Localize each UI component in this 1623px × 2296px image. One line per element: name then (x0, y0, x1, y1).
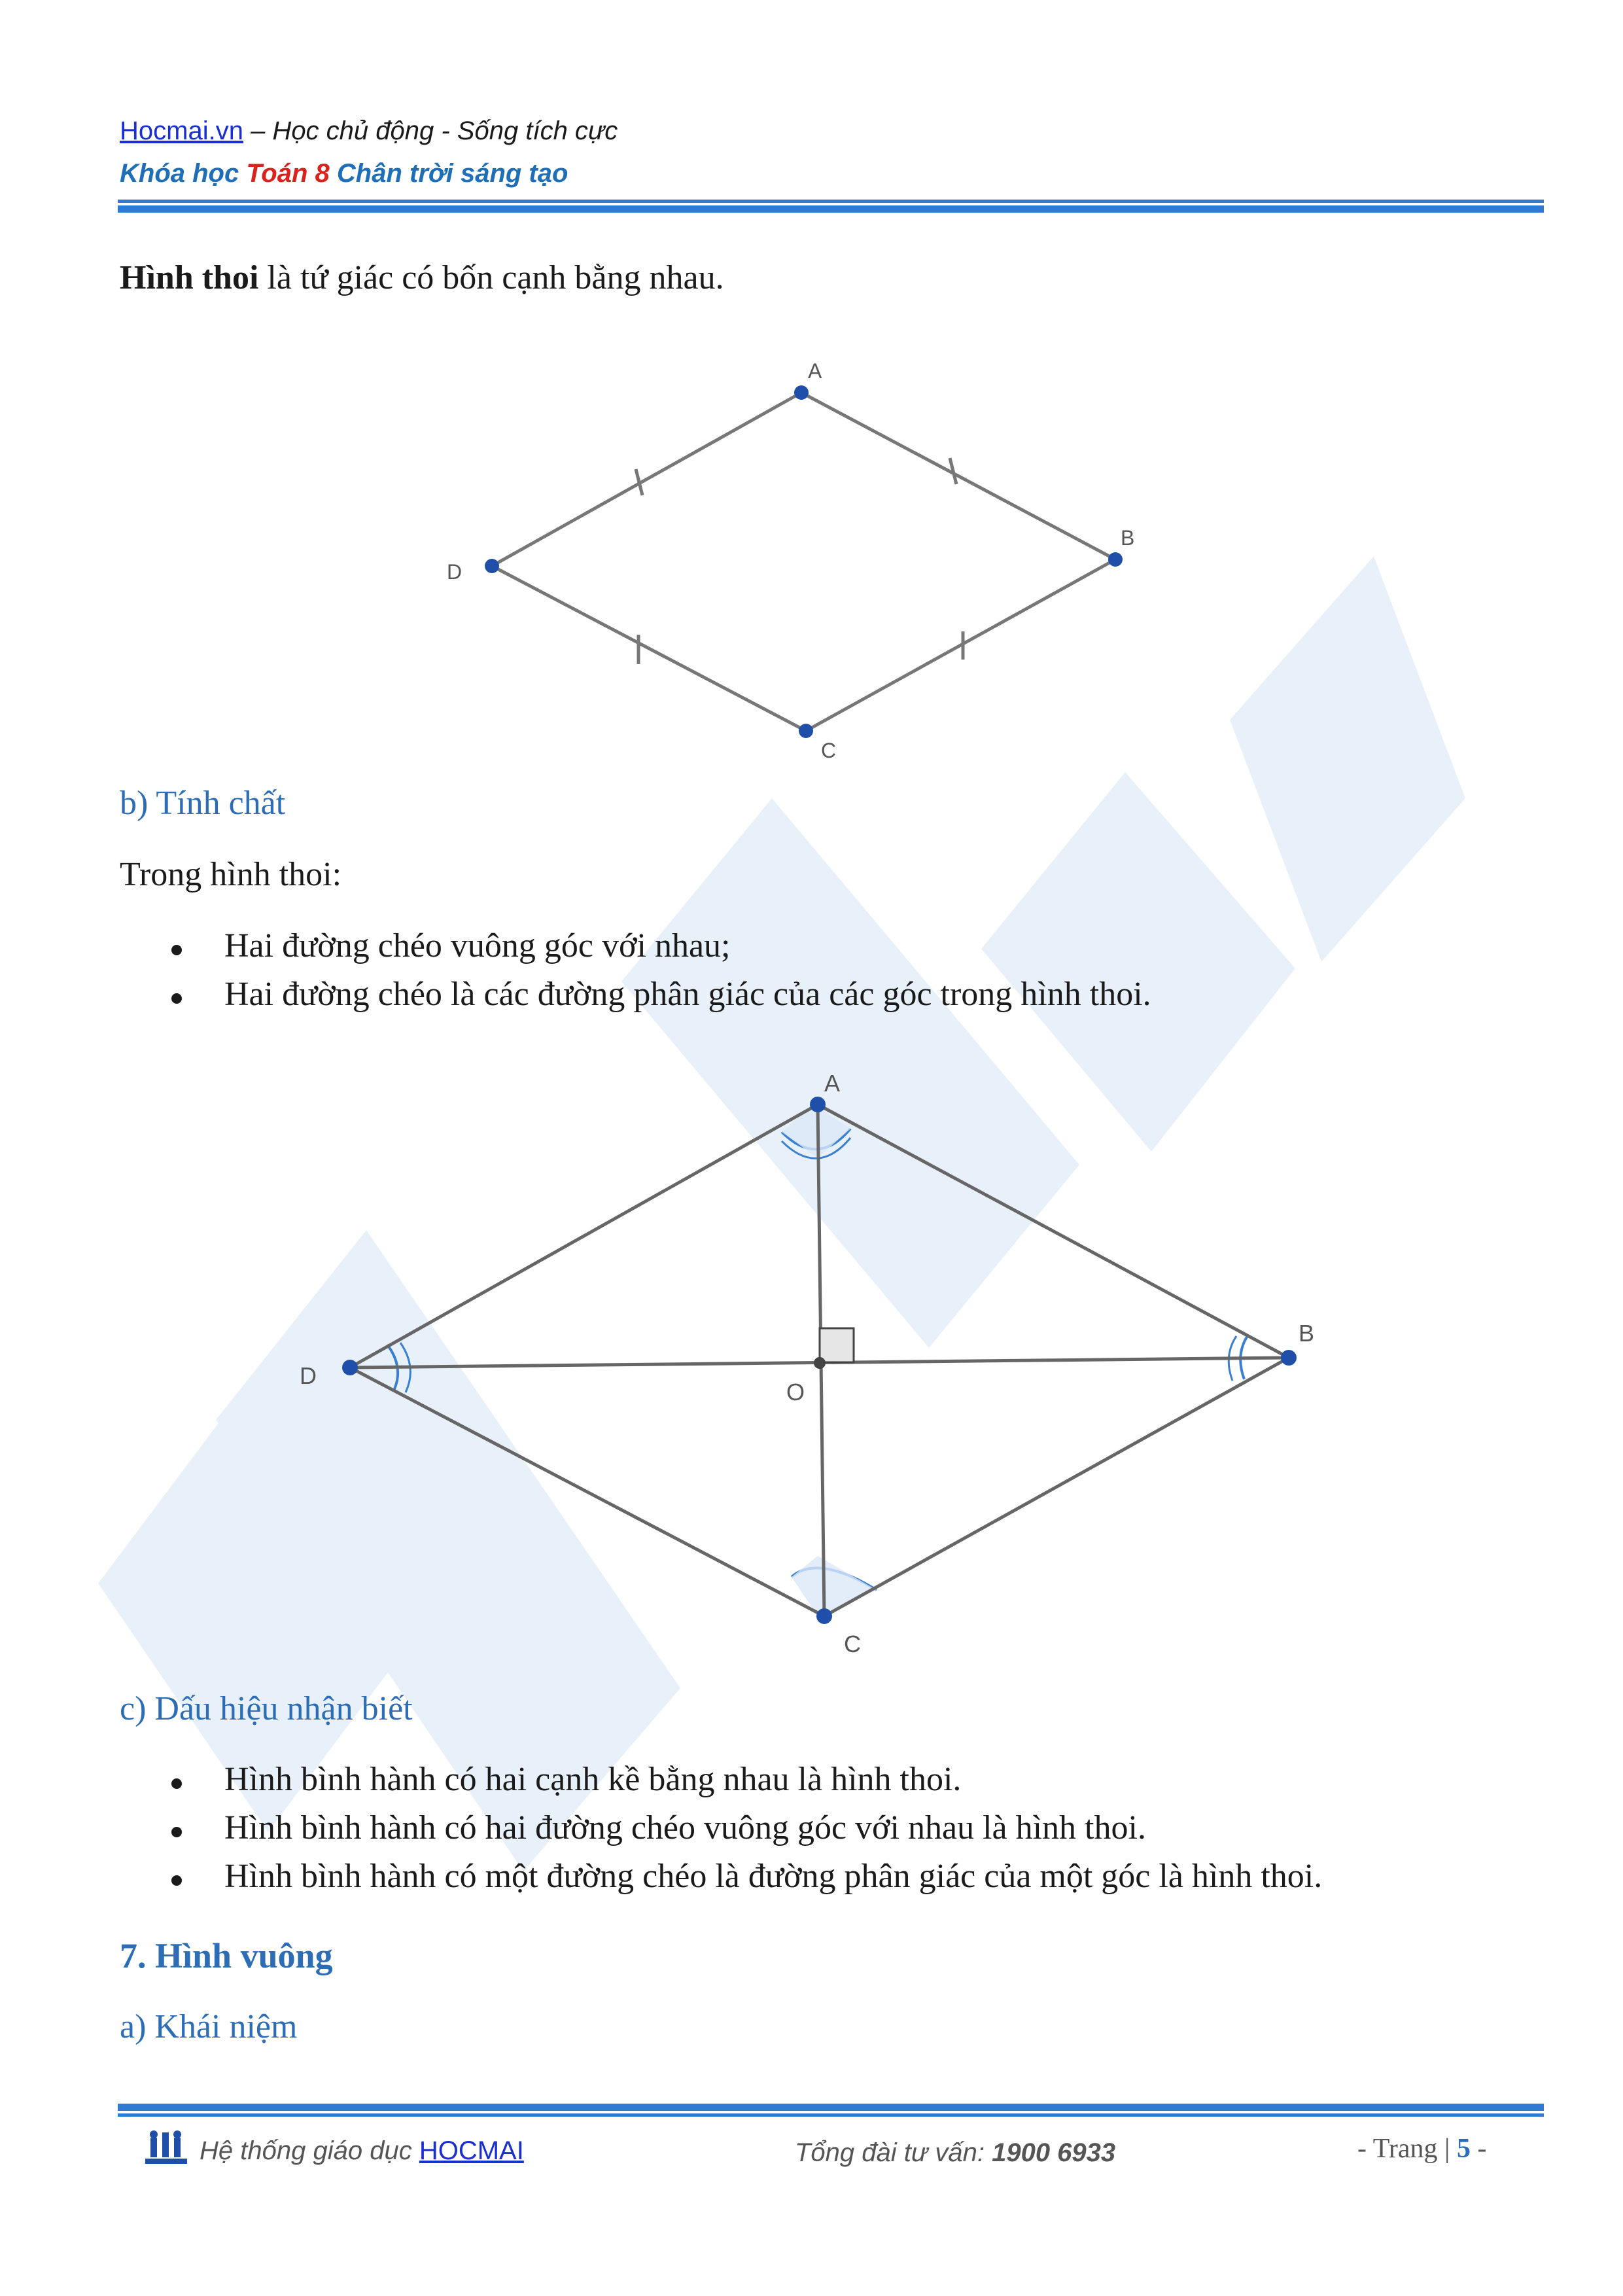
point-d (342, 1360, 358, 1375)
bullet-dot (171, 1778, 182, 1789)
site-link[interactable]: Hocmai.vn (120, 116, 243, 145)
property-item: Hai đường chéo vuông góc với nhau; (224, 927, 731, 964)
course-suffix: Chân trời sáng tạo (329, 159, 568, 188)
course-subject: Toán 8 (246, 159, 330, 188)
label-o: O (786, 1379, 805, 1405)
hotline-label: Tổng đài tư vấn: (795, 2138, 992, 2167)
page-number-value: 5 (1456, 2134, 1471, 2164)
definition-text: là tứ giác có bốn cạnh bằng nhau. (258, 259, 724, 296)
slogan: – Học chủ động - Sống tích cực (243, 116, 618, 145)
edge-bc (824, 1358, 1289, 1616)
definition-term: Hình thoi (120, 259, 259, 296)
square-concept-heading: a) Khái niệm (120, 2008, 298, 2045)
recognition-item: Hình bình hành có hai đường chéo vuông góc với nhau là hình thoi. (224, 1809, 1146, 1846)
point-a (810, 1097, 826, 1112)
point-b (1281, 1350, 1297, 1366)
footer-brand-link[interactable]: HOCMAI (419, 2136, 524, 2165)
label-a: A (824, 1070, 841, 1097)
footer-system-text: Hệ thống giáo dục (200, 2136, 419, 2165)
footer-rule-thick (118, 2104, 1544, 2111)
property-item: Hai đường chéo là các đường phân giác của các góc trong hình thoi. (224, 976, 1151, 1013)
properties-intro: Trong hình thoi: (120, 856, 342, 893)
label-b: B (1121, 526, 1135, 550)
label-d: D (447, 560, 462, 584)
page-prefix: - Trang | (1357, 2134, 1457, 2164)
bullet-dot (171, 1875, 182, 1886)
recognition-item: Hình bình hành có hai cạnh kề bằng nhau là hình thoi. (224, 1761, 962, 1798)
label-d: D (300, 1362, 317, 1389)
page-number (1357, 2133, 1486, 2164)
point-o (814, 1357, 826, 1369)
edge-da (350, 1104, 818, 1368)
label-b: B (1299, 1320, 1315, 1347)
course-prefix: Khóa học (120, 159, 247, 188)
label-c: C (821, 739, 837, 762)
footer-hotline (795, 2138, 1115, 2168)
recognition-heading: c) Dấu hiệu nhận biết (120, 1690, 413, 1727)
edge-cd (350, 1368, 824, 1616)
footer-system (200, 2136, 524, 2166)
point-c (816, 1608, 832, 1624)
square-section-heading: 7. Hình vuông (120, 1936, 333, 1975)
page-suffix: - (1470, 2134, 1487, 2164)
label-c: C (844, 1631, 861, 1657)
bullet-dot (171, 1827, 182, 1837)
hotline-number: 1900 6933 (992, 2138, 1116, 2167)
right-angle-mark (820, 1328, 854, 1362)
edge-ab (818, 1104, 1289, 1358)
footer-rule-thin (118, 2113, 1544, 2117)
label-a: A (808, 359, 822, 383)
hocmai-logo-icon (145, 2130, 191, 2169)
recognition-item: Hình bình hành có một đường chéo là đường phân giác của một góc là hình thoi. (224, 1858, 1323, 1895)
properties-heading: b) Tính chất (120, 785, 286, 822)
